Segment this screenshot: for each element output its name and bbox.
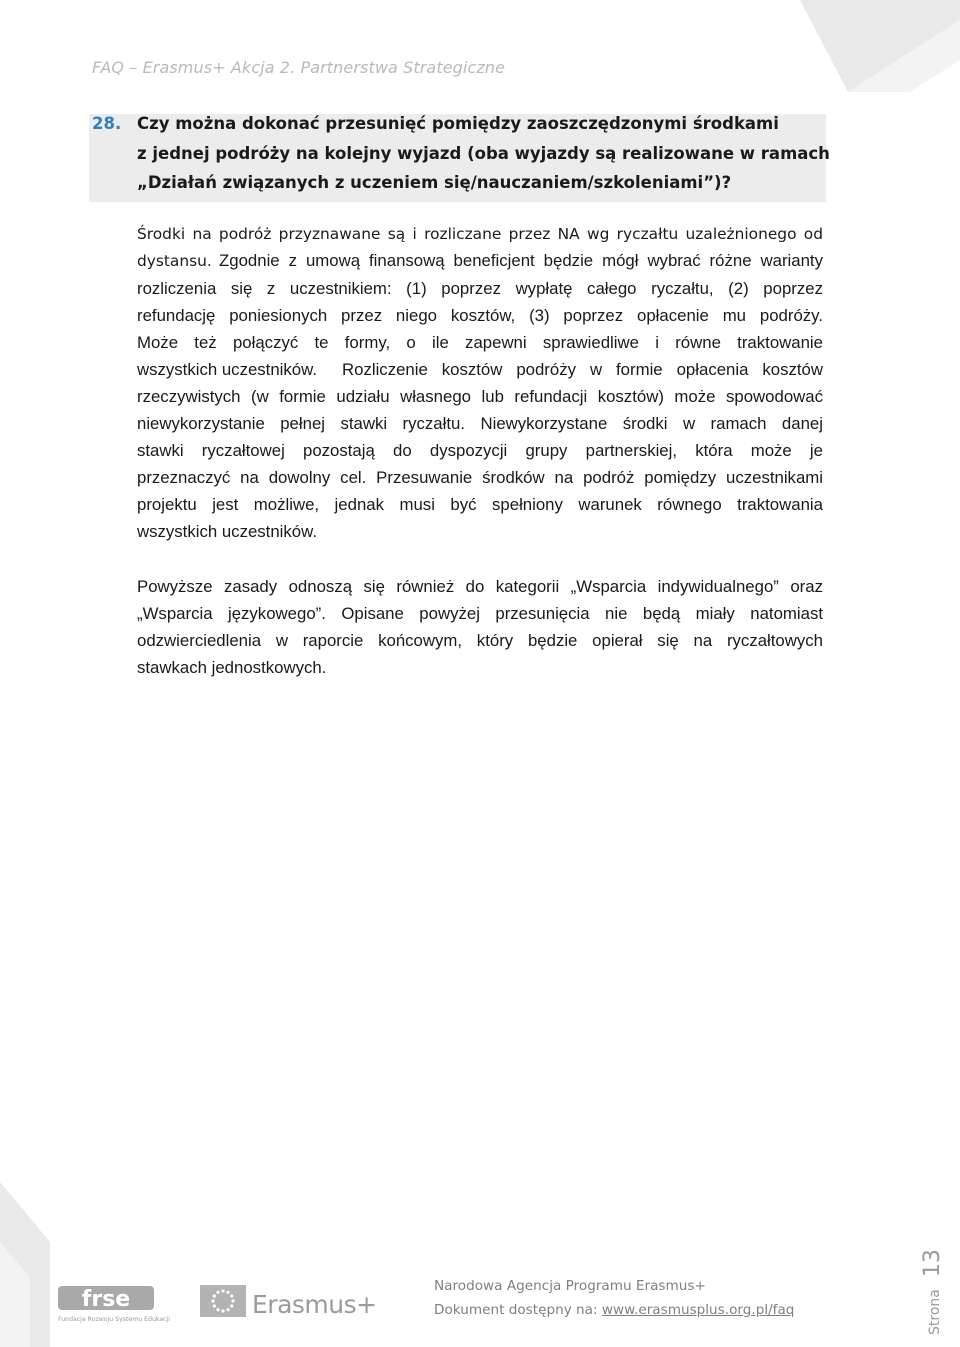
answer-paragraph-line: Może też połączyć te formy, o ile zapewni sprawiedliwe i równe traktowanie — [137, 333, 823, 352]
footer-agency: Narodowa Agencja Programu Erasmus+ — [434, 1278, 706, 1294]
frse-logo-subtitle: Fundacja Rozwoju Systemu Edukacji — [58, 1316, 170, 1323]
answer-paragraph-line: odzwierciedlenia w raporcie końcowym, który będzie opierał się na ryczałtowych — [137, 631, 823, 650]
answer-paragraph-line: Zgodnie z umową finansową beneficjent będzie mógł wybrać różne warianty — [219, 251, 823, 270]
question-line: z jednej podróży na kolejny wyjazd (oba wyjazdy są realizowane w ramach — [137, 144, 830, 163]
running-header: FAQ – Erasmus+ Akcja 2. Partnerstwa Strategiczne — [92, 58, 506, 77]
page-number — [920, 1249, 945, 1335]
page-word: Strona — [927, 1289, 943, 1335]
frse-logo — [58, 1284, 170, 1324]
question-number: 28. — [92, 114, 122, 133]
question-line: „Działań związanych z uczeniem się/nauczaniem/szkoleniami”)? — [137, 173, 732, 192]
corner-decoration-top — [800, 0, 960, 92]
corner-decoration-bottom — [0, 1182, 50, 1347]
answer-paragraph-line: wszystkich uczestników. — [137, 360, 317, 379]
answer-paragraph-line: „Wsparcia językowego”. Opisane powyżej przesunięcia nie będą miały natomiast — [137, 604, 823, 623]
eu-flag-icon — [200, 1285, 246, 1317]
footer-doc-label: Dokument dostępny na: — [434, 1302, 598, 1318]
frse-logo-text: frse — [81, 1287, 131, 1312]
page-number-value: 13 — [920, 1249, 945, 1278]
answer-paragraph-line: rzeczywistych (w formie udziału własnego lub refundacji kosztów) może spowodować — [137, 387, 823, 406]
answer-paragraph-line: stawkach jednostkowych. — [137, 658, 327, 677]
answer-paragraph-line: Rozliczenie kosztów podróży w formie opłacenia kosztów — [342, 360, 823, 379]
answer-paragraph-line: stawki ryczałtowej pozostają do dyspozycji grupy partnerskiej, która może je — [137, 441, 823, 460]
answer-paragraph-line: Powyższe zasady odnoszą się również do kategorii „Wsparcia indywidualnego” oraz — [137, 577, 823, 596]
answer-paragraph-line: refundację poniesionych przez niego kosztów, (3) poprzez opłacenie mu podróży. — [137, 306, 823, 325]
question-line: Czy można dokonać przesunięć pomiędzy zaoszczędzonymi środkami — [137, 114, 779, 133]
answer-paragraph-line: przeznaczyć na dowolny cel. Przesuwanie środków na podróż pomiędzy uczestnikami — [137, 468, 823, 487]
answer-paragraph-line: wszystkich uczestników. — [137, 522, 317, 541]
footer-document-link — [434, 1302, 794, 1318]
answer-paragraph-line: niewykorzystanie pełnej stawki ryczałtu. Niewykorzystane środki w ramach danej — [137, 414, 823, 433]
answer-paragraph-line: projektu jest możliwe, jednak musi być spełniony warunek równego traktowania — [137, 495, 823, 514]
answer-paragraph-line: rozliczenia się z uczestnikiem: (1) poprzez wypłatę całego ryczałtu, (2) poprzez — [137, 279, 823, 298]
erasmusplus-faq-link[interactable]: www.erasmusplus.org.pl/faq — [601, 1302, 795, 1318]
answer-intro-line: dystansu. — [137, 252, 212, 270]
answer-intro-line: Środki na podróż przyznawane są i rozliczane przez NA wg ryczałtu uzależnionego od — [137, 225, 823, 243]
erasmus-logo-text: Erasmus+ — [252, 1290, 377, 1319]
